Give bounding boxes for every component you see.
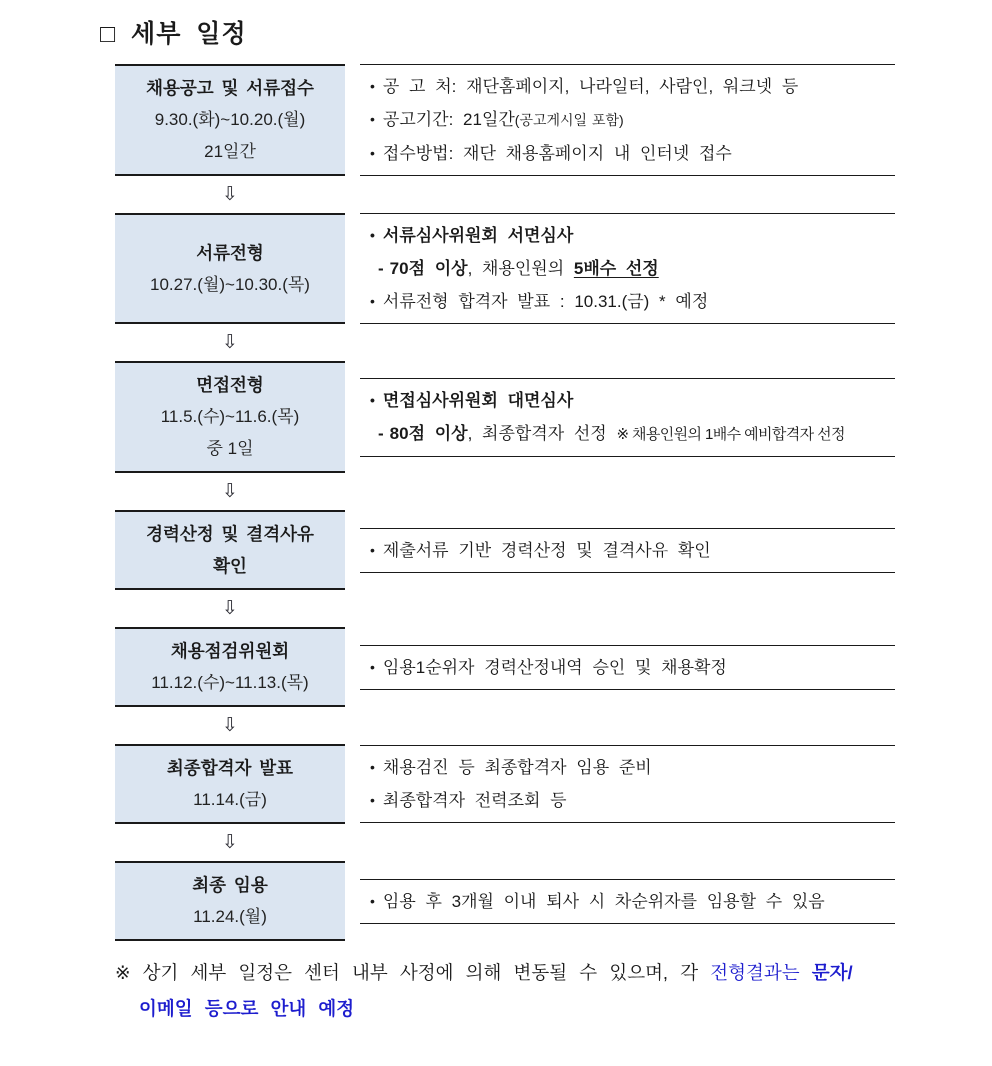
text-segment: 이메일 등으로 안내 예정 <box>139 998 355 1019</box>
stage-date: 11.5.(수)~11.6.(목) <box>160 407 300 426</box>
stage-name: 최종합격자 발표 <box>166 758 294 778</box>
flow-arrow-row <box>115 824 345 861</box>
text-segment: 공고기간: 21일간 <box>382 110 515 129</box>
footnote-line <box>115 955 985 991</box>
stage-box <box>115 213 345 324</box>
down-arrow-icon: ⇩ <box>222 332 238 353</box>
bullet-icon: • <box>370 78 375 94</box>
detail-line <box>370 219 895 252</box>
stage-date: 11.24.(월) <box>193 907 267 926</box>
flow-row <box>115 861 975 941</box>
stage-box <box>115 744 345 824</box>
detail-cell <box>360 64 895 176</box>
text-segment: 5배수 선정 <box>573 259 659 278</box>
stage-name: 확인 <box>213 556 247 576</box>
stage-date: 9.30.(화)~10.20.(월) <box>154 110 306 129</box>
detail-line <box>370 417 895 451</box>
bullet-icon: • <box>370 892 375 909</box>
flow-row <box>115 213 975 324</box>
bullet-icon: • <box>370 293 375 309</box>
flow-row <box>115 627 975 707</box>
text-segment: 임용1순위자 경력산정내역 승인 및 채용확정 <box>382 657 727 677</box>
bullet-icon: • <box>370 541 375 558</box>
stage-box <box>115 627 345 707</box>
text-segment: 70점 이상 <box>389 259 468 278</box>
stage-name: 면접전형 <box>196 375 264 395</box>
detail-line <box>370 751 895 784</box>
stage-name: 서류전형 <box>196 242 264 263</box>
text-segment: 80점 이상 <box>389 423 468 443</box>
flow-row <box>115 64 975 176</box>
text-segment: 문자/ <box>811 962 853 983</box>
detail-line <box>370 651 895 684</box>
text-segment: ※ 채용인원의 1배수 예비합격자 선정 <box>616 425 845 443</box>
detail-line <box>370 534 895 567</box>
detail-cell <box>360 213 895 324</box>
detail-cell <box>360 745 895 823</box>
detail-line <box>370 103 895 137</box>
flow-arrow-row <box>115 324 345 361</box>
flow-arrow-row <box>115 590 345 627</box>
flow-row <box>115 744 975 824</box>
bullet-icon: • <box>370 759 375 775</box>
stage-box <box>115 64 345 176</box>
stage-date: 21일간 <box>204 142 256 161</box>
detail-line <box>370 784 895 817</box>
flow-row <box>115 361 975 473</box>
flow-arrow-row <box>115 473 345 510</box>
text-segment: (공고게시일 포함) <box>514 112 624 128</box>
detail-cell <box>360 378 895 457</box>
detail-line <box>370 384 895 417</box>
page-title: □ 세부 일정 <box>100 20 247 48</box>
detail-line <box>370 885 895 918</box>
text-segment: 전형결과는 <box>710 962 812 983</box>
bullet-icon: • <box>370 658 375 675</box>
footnote <box>115 955 985 1027</box>
detail-line <box>370 252 895 285</box>
footnote-line <box>115 991 985 1027</box>
flow-arrow-row <box>115 707 345 744</box>
detail-line <box>370 70 895 103</box>
bullet-icon: • <box>370 145 375 161</box>
detail-cell <box>360 645 895 690</box>
stage-name: 채용점검위원회 <box>170 641 290 661</box>
detail-line <box>370 137 895 170</box>
stage-box <box>115 861 345 941</box>
stage-date: 11.12.(수)~11.13.(목) <box>151 673 309 692</box>
dash-icon: - <box>378 259 384 278</box>
stage-name: 최종 임용 <box>192 875 268 895</box>
stage-name: 경력산정 및 결격사유 <box>146 524 314 544</box>
text-segment: , 채용인원의 <box>467 259 574 278</box>
detail-cell <box>360 879 895 924</box>
stage-date: 10.27.(월)~10.30.(목) <box>150 274 310 294</box>
text-segment: 서류전형 합격자 발표 : 10.31.(금) * 예정 <box>382 292 709 311</box>
stage-name: 채용공고 및 서류접수 <box>146 78 314 98</box>
down-arrow-icon: ⇩ <box>222 715 238 736</box>
bullet-icon: • <box>370 792 375 808</box>
down-arrow-icon: ⇩ <box>222 598 238 619</box>
text-segment: , 최종합격자 선정 <box>467 423 617 443</box>
flow-row <box>115 510 975 590</box>
text-segment: 접수방법: 재단 채용홈페이지 내 인터넷 접수 <box>382 144 732 163</box>
dash-icon: - <box>378 423 384 443</box>
text-segment: ※ 상기 세부 일정은 센터 내부 사정에 의해 변동될 수 있으며, 각 <box>115 962 711 983</box>
text-segment: 임용 후 3개월 이내 퇴사 시 차순위자를 임용할 수 있음 <box>382 891 825 911</box>
bullet-icon: • <box>370 111 375 127</box>
schedule-flow-table <box>115 64 975 941</box>
stage-date: 11.14.(금) <box>193 790 267 809</box>
stage-box <box>115 510 345 590</box>
detail-line <box>370 285 895 318</box>
down-arrow-icon: ⇩ <box>222 832 238 853</box>
text-segment: 공 고 처: 재단홈페이지, 나라일터, 사람인, 워크넷 등 <box>382 77 799 96</box>
text-segment: 최종합격자 전력조회 등 <box>382 791 567 810</box>
detail-cell <box>360 528 895 573</box>
text-segment: 서류심사위원회 서면심사 <box>382 226 574 245</box>
stage-box <box>115 361 345 473</box>
stage-date: 중 1일 <box>206 439 254 458</box>
text-segment: 채용검진 등 최종합격자 임용 준비 <box>382 758 652 777</box>
bullet-icon: • <box>370 227 375 243</box>
down-arrow-icon: ⇩ <box>222 184 238 205</box>
down-arrow-icon: ⇩ <box>222 481 238 502</box>
flow-arrow-row <box>115 176 345 213</box>
text-segment: 제출서류 기반 경력산정 및 결격사유 확인 <box>382 540 711 560</box>
text-segment: 면접심사위원회 대면심사 <box>382 390 574 410</box>
bullet-icon: • <box>370 391 375 408</box>
